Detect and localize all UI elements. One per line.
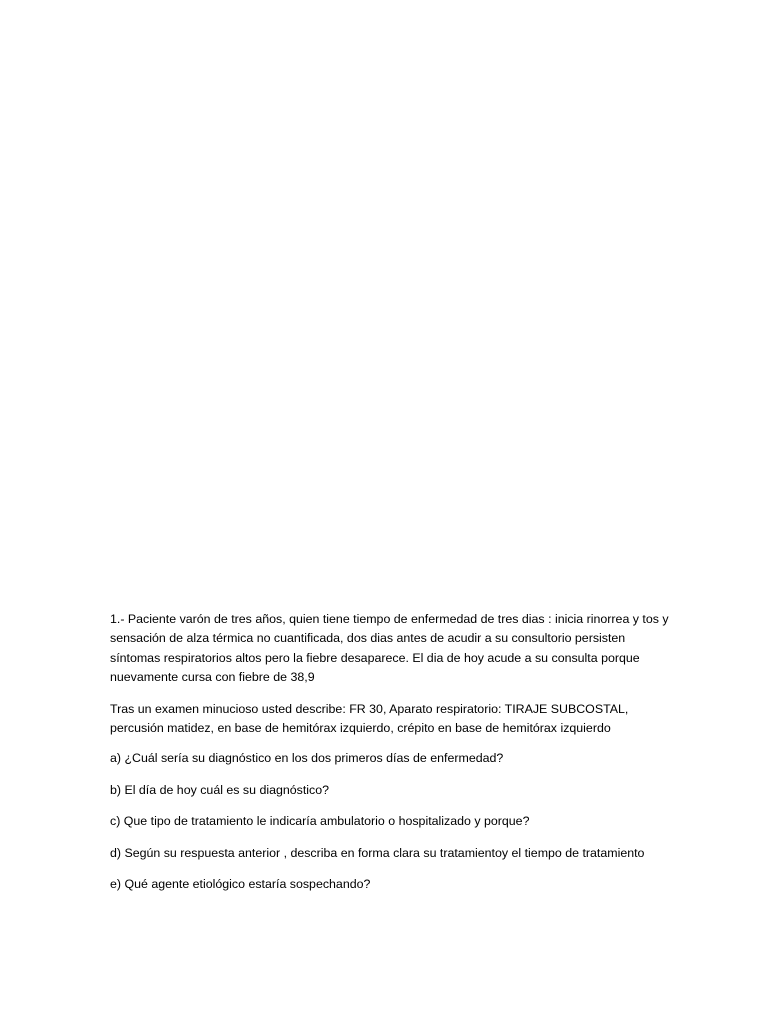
question-e: e) Qué agente etiológico estaría sospechando? [110, 877, 371, 892]
question-a: a) ¿Cuál sería su diagnóstico en los dos primeros días de enfermedad? [110, 751, 504, 766]
exam-paragraph: Tras un examen minucioso usted describe: FR 30, Aparato respiratorio: TIRAJE SUBCOSTAL, percusión matidez, en base de hemitórax izquierdo, crépito en base de hemitórax izquierdo [110, 701, 629, 736]
case-paragraph: 1.- Paciente varón de tres años, quien tiene tiempo de enfermedad de tres dias : inicia rinorrea y tos y sensación de alza térmica no cuantificada, dos dias antes de acudir a su consultorio persisten síntomas respiratorios altos pero la fiebre desaparece. El dia de hoy acude a su consulta porque nuevamente cursa con fiebre de 38,9 [110, 612, 669, 685]
question-b: b) El día de hoy cuál es su diagnóstico? [110, 782, 330, 797]
question-d: d) Según su respuesta anterior , describa en forma clara su tratamientoy el tiempo de tratamiento [110, 845, 645, 860]
document-body [110, 610, 670, 906]
question-c: c) Que tipo de tratamiento le indicaría ambulatorio o hospitalizado y porque? [110, 814, 530, 829]
